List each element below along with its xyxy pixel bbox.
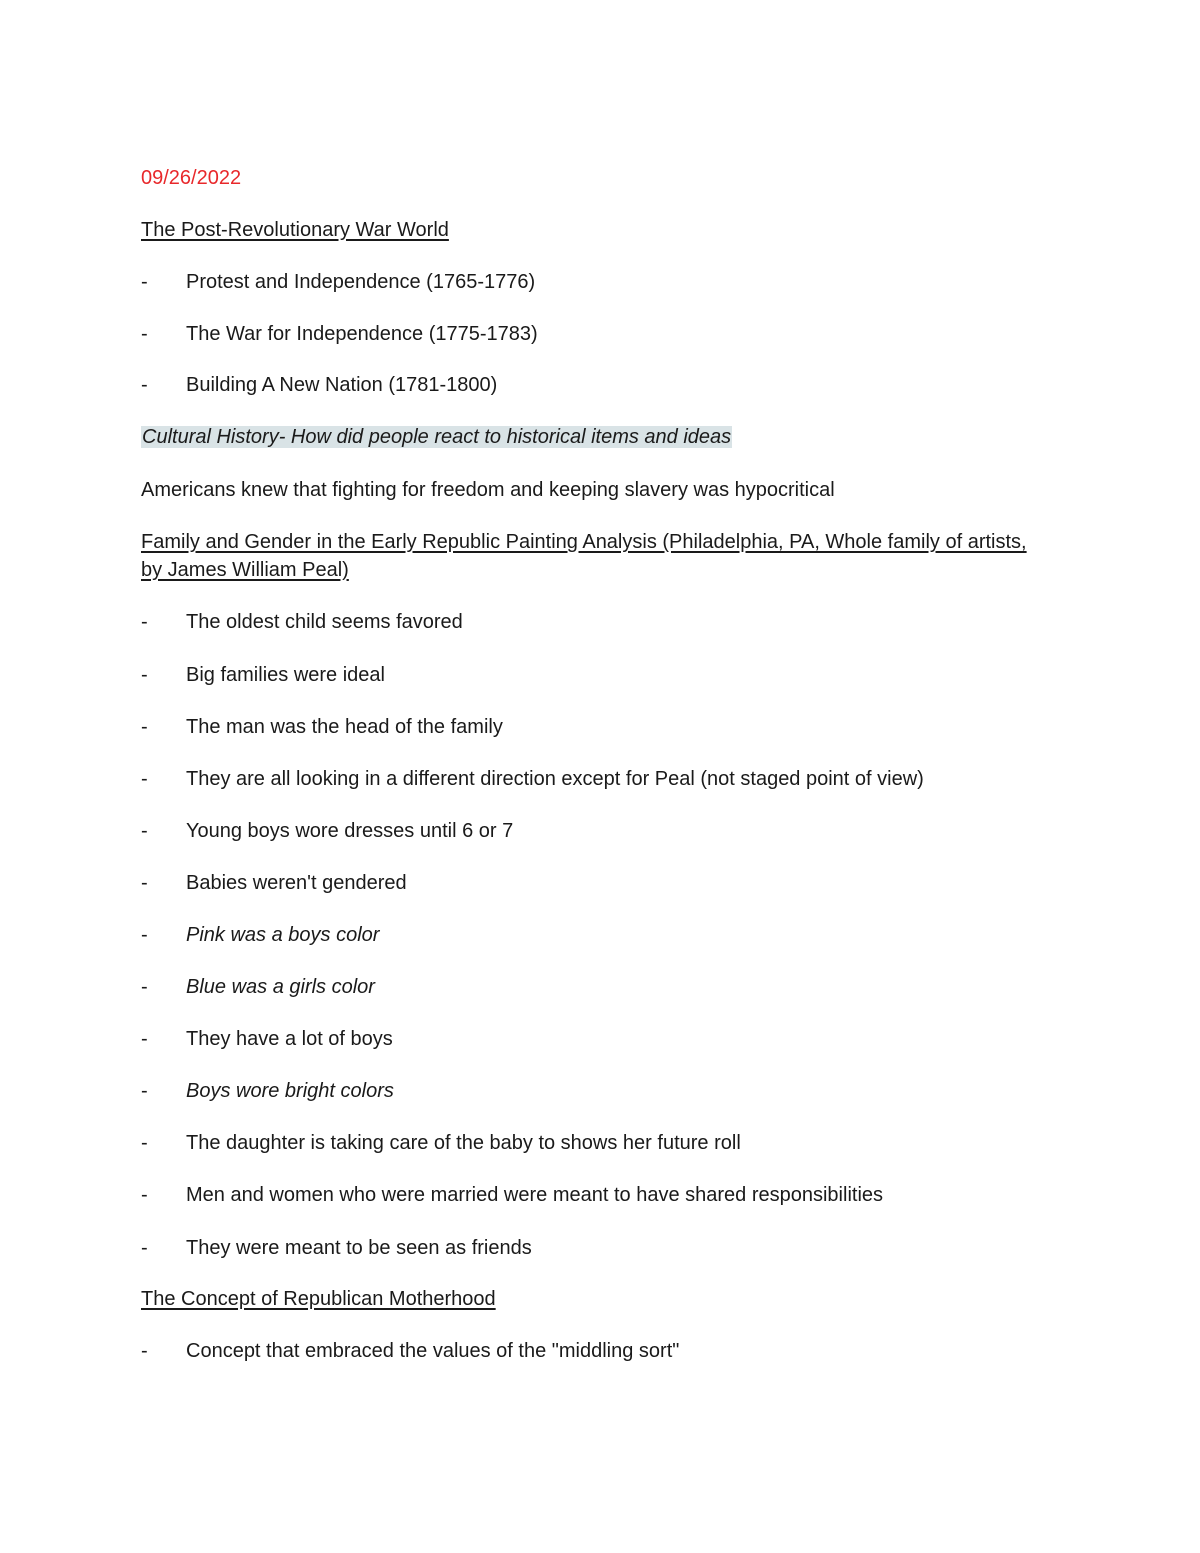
list-item-text: Pink was a boys color [186,924,380,946]
list-item-text: The daughter is taking care of the baby to shows her future roll [186,1132,741,1154]
list-item-text: Young boys wore dresses until 6 or 7 [186,820,514,842]
bullet-dash: - [141,976,148,998]
list-item [141,1337,679,1365]
list-item-text: Big families were ideal [186,664,385,686]
bullet-dash: - [141,1340,148,1362]
list-item [141,973,375,1001]
list-item [141,869,407,897]
list-item [141,320,538,348]
bullet-dash: - [141,323,148,345]
bullet-dash: - [141,374,148,396]
bullet-dash: - [141,924,148,946]
list-item-text: The War for Independence (1775-1783) [186,323,538,345]
list-item [141,817,513,845]
list-item-text: Boys wore bright colors [186,1080,394,1102]
list-item [141,1181,883,1209]
list-item-text: Concept that embraced the values of the "middling sort" [186,1340,680,1362]
bullet-dash: - [141,611,148,633]
list-item [141,371,497,399]
list-item [141,713,503,741]
list-item-text: Blue was a girls color [186,976,375,998]
list-item-text: Building A New Nation (1781-1800) [186,374,498,396]
bullet-dash: - [141,1132,148,1154]
list-item-text: They are all looking in a different direction except for Peal (not staged point of view) [186,768,924,790]
list-item-text: The oldest child seems favored [186,611,463,633]
bullet-dash: - [141,271,148,293]
bullet-dash: - [141,820,148,842]
list-item-text: Men and women who were married were meant to have shared responsibilities [186,1184,884,1206]
list-item [141,1234,532,1262]
list-item-text: They were meant to be seen as friends [186,1237,532,1259]
date-label: 09/26/2022 [141,167,242,189]
section-heading-post-revolutionary: The Post-Revolutionary War World [141,219,449,241]
section-heading-republican-motherhood: The Concept of Republican Motherhood [141,1288,496,1310]
bullet-dash: - [141,872,148,894]
list-item [141,765,924,793]
list-item-text: Babies weren't gendered [186,872,407,894]
list-item [141,608,463,636]
bullet-dash: - [141,768,148,790]
list-item [141,1025,393,1053]
list-item [141,661,385,689]
americans-statement: Americans knew that fighting for freedom and keeping slavery was hypocritical [141,479,835,501]
list-item [141,268,535,296]
bullet-dash: - [141,1237,148,1259]
list-item-text: The man was the head of the family [186,716,503,738]
cultural-history-note [141,423,732,451]
highlighted-text: Cultural History- How did people react to historical items and ideas [142,426,732,448]
bullet-dash: - [141,716,148,738]
list-item-text: Protest and Independence (1765-1776) [186,271,536,293]
bullet-dash: - [141,1080,148,1102]
bullet-dash: - [141,1028,148,1050]
bullet-dash: - [141,1184,148,1206]
bullet-dash: - [141,664,148,686]
list-item-text: They have a lot of boys [186,1028,393,1050]
list-item [141,1077,394,1105]
list-item [141,1129,741,1157]
section-heading-family-gender: Family and Gender in the Early Republic Painting Analysis (Philadelphia, PA, Whole family of artists, by James William Peal) [141,531,1027,581]
list-item [141,921,379,949]
